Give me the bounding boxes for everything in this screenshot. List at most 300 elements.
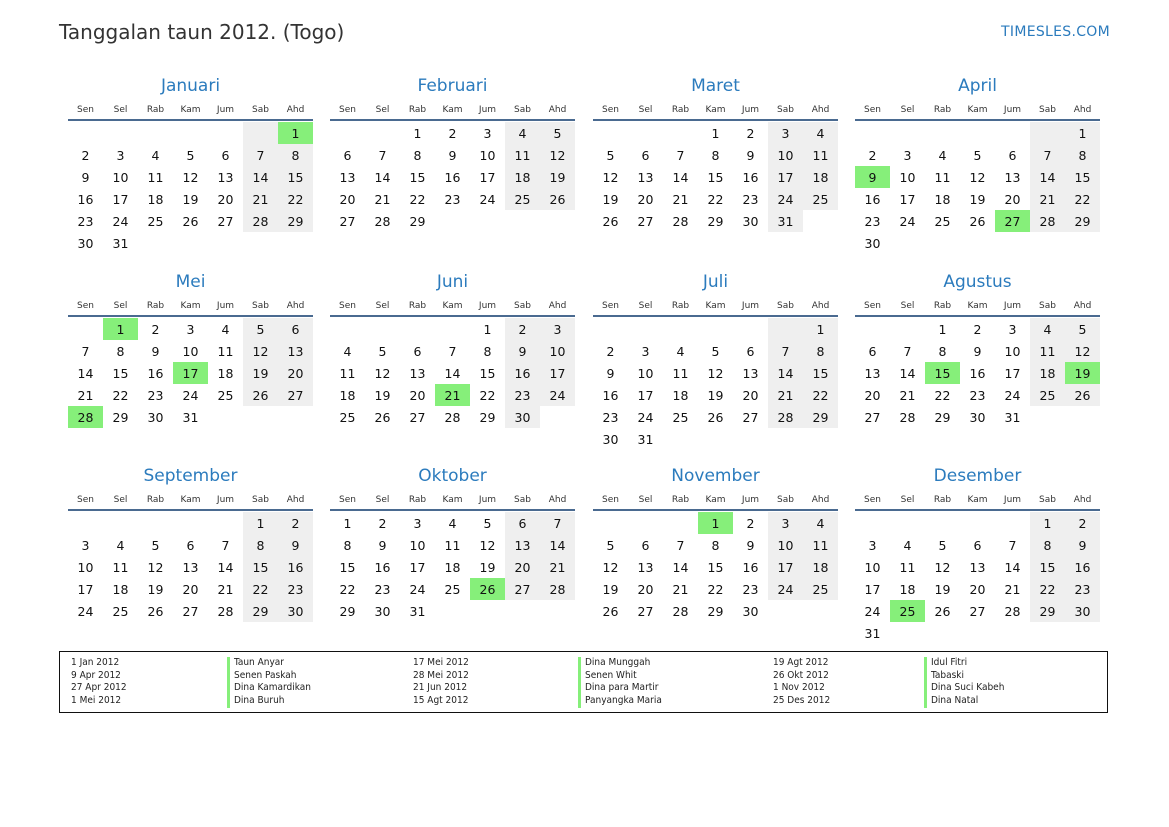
weekday-label: Kam	[967, 104, 988, 115]
month-mei	[68, 268, 313, 428]
day-cell: 29	[339, 603, 356, 619]
day-cell: 25	[934, 213, 951, 229]
day-cell: 5	[483, 515, 492, 531]
day-cell: 18	[672, 387, 689, 403]
empty-cell	[593, 122, 628, 144]
holiday-name: Senen Paskah	[234, 669, 297, 681]
day-cell: 26	[243, 384, 278, 406]
month-name: Agustus	[943, 272, 1012, 292]
day-cell: 4	[151, 147, 160, 163]
weekday-label: Jum	[478, 494, 497, 505]
day-cell: 6	[186, 537, 195, 553]
weekday-label: Kam	[442, 104, 463, 115]
day-cell: 27	[637, 603, 654, 619]
day-cell: 17	[409, 559, 426, 575]
day-cell: 3	[413, 515, 422, 531]
weekday-label: Sel	[900, 300, 915, 311]
day-cell: 24	[479, 191, 496, 207]
day-cell: 16	[602, 387, 619, 403]
holiday-day: 19	[1065, 362, 1100, 384]
day-cell: 23	[602, 409, 619, 425]
day-cell: 12	[1065, 340, 1100, 362]
holiday-name: Dina Natal	[931, 695, 979, 707]
day-cell: 14	[243, 166, 278, 188]
day-cell: 17	[768, 166, 803, 188]
month-name: Juli	[702, 272, 729, 292]
holiday-day: 1	[278, 122, 313, 144]
day-cell: 2	[505, 318, 540, 340]
empty-cell	[330, 122, 365, 144]
day-cell: 6	[413, 343, 422, 359]
day-cell: 18	[339, 387, 356, 403]
day-cell: 13	[505, 534, 540, 556]
day-cell: 19	[182, 191, 199, 207]
weekday-label: Sen	[339, 300, 356, 311]
empty-cell	[663, 122, 698, 144]
empty-cell	[855, 512, 890, 534]
empty-cell	[68, 122, 103, 144]
weekday-header	[330, 100, 575, 121]
weekday-label: Rab	[933, 104, 952, 115]
weekday-label: Sab	[252, 104, 269, 115]
day-cell: 20	[864, 387, 881, 403]
weekday-label: Sel	[113, 104, 128, 115]
day-cell: 29	[243, 600, 278, 622]
day-cell: 2	[746, 515, 755, 531]
weekday-header	[330, 296, 575, 317]
weekday-label: Sab	[252, 494, 269, 505]
site-link[interactable]: TIMESLES.COM	[1001, 24, 1110, 40]
days-grid	[855, 511, 1100, 644]
empty-cell	[890, 512, 925, 534]
day-cell: 5	[243, 318, 278, 340]
day-cell: 16	[742, 559, 759, 575]
holiday-date: 25 Des 2012	[773, 695, 831, 707]
month-oktober	[330, 462, 575, 622]
weekday-label: Sen	[864, 104, 881, 115]
day-cell: 28	[374, 213, 391, 229]
holiday-name: Panyangka Maria	[585, 695, 662, 707]
day-cell: 15	[707, 169, 724, 185]
day-cell: 11	[505, 144, 540, 166]
day-cell: 15	[243, 556, 278, 578]
weekday-label: Sel	[375, 494, 390, 505]
weekday-label: Kam	[705, 300, 726, 311]
holiday-day: 28	[68, 406, 103, 428]
day-cell: 29	[934, 409, 951, 425]
day-cell: 16	[147, 365, 164, 381]
day-cell: 26	[540, 188, 575, 210]
day-cell: 24	[899, 213, 916, 229]
day-cell: 29	[409, 213, 426, 229]
weekday-label: Ahd	[548, 104, 567, 115]
day-cell: 11	[934, 169, 951, 185]
weekday-label: Ahd	[1073, 494, 1092, 505]
weekday-label: Rab	[671, 494, 690, 505]
day-cell: 26	[707, 409, 724, 425]
days-grid	[593, 511, 838, 622]
day-cell: 4	[1030, 318, 1065, 340]
holiday-dates-column	[773, 657, 923, 708]
days-grid	[330, 121, 575, 232]
day-cell: 8	[711, 537, 720, 553]
day-cell: 17	[864, 581, 881, 597]
day-cell: 3	[540, 318, 575, 340]
day-cell: 14	[672, 169, 689, 185]
weekday-label: Rab	[146, 104, 165, 115]
holiday-day: 15	[925, 362, 960, 384]
day-cell: 1	[938, 321, 947, 337]
day-cell: 2	[378, 515, 387, 531]
day-cell: 13	[637, 169, 654, 185]
day-cell: 13	[339, 169, 356, 185]
month-name: Mei	[175, 272, 206, 292]
weekday-label: Sab	[777, 494, 794, 505]
day-cell: 4	[343, 343, 352, 359]
day-cell: 30	[278, 600, 313, 622]
day-cell: 12	[602, 559, 619, 575]
month-maret	[593, 72, 838, 232]
day-cell: 27	[505, 578, 540, 600]
weekday-label: Jum	[216, 494, 235, 505]
weekday-label: Jum	[741, 104, 760, 115]
day-cell: 15	[112, 365, 129, 381]
day-cell: 17	[637, 387, 654, 403]
empty-cell	[628, 122, 663, 144]
day-cell: 28	[768, 406, 803, 428]
day-cell: 7	[676, 537, 685, 553]
day-cell: 24	[77, 603, 94, 619]
weekday-label: Jum	[216, 300, 235, 311]
weekday-label: Kam	[705, 104, 726, 115]
weekday-label: Rab	[671, 300, 690, 311]
holiday-list	[59, 651, 1108, 713]
holiday-date: 21 Jun 2012	[413, 682, 468, 694]
day-cell: 22	[934, 387, 951, 403]
month-april	[855, 72, 1100, 254]
weekday-header	[330, 490, 575, 511]
day-cell: 28	[540, 578, 575, 600]
day-cell: 8	[413, 147, 422, 163]
weekday-header	[68, 296, 313, 317]
day-cell: 10	[637, 365, 654, 381]
empty-cell	[208, 512, 243, 534]
weekday-label: Sel	[638, 494, 653, 505]
days-grid	[855, 317, 1100, 428]
month-juni	[330, 268, 575, 428]
day-cell: 10	[768, 534, 803, 556]
weekday-label: Sel	[113, 494, 128, 505]
month-januari	[68, 72, 313, 254]
day-cell: 14	[1030, 166, 1065, 188]
day-cell: 23	[505, 384, 540, 406]
empty-cell	[925, 122, 960, 144]
weekday-label: Kam	[180, 104, 201, 115]
day-cell: 16	[278, 556, 313, 578]
day-cell: 20	[409, 387, 426, 403]
day-cell: 24	[182, 387, 199, 403]
weekday-label: Sab	[514, 494, 531, 505]
day-cell: 9	[151, 343, 160, 359]
day-cell: 5	[606, 537, 615, 553]
month-name: Maret	[691, 76, 740, 96]
day-cell: 2	[606, 343, 615, 359]
day-cell: 20	[637, 581, 654, 597]
day-cell: 31	[1004, 409, 1021, 425]
day-cell: 7	[768, 340, 803, 362]
day-cell: 28	[672, 603, 689, 619]
day-cell: 5	[606, 147, 615, 163]
days-grid	[68, 511, 313, 622]
weekday-header	[68, 100, 313, 121]
weekday-header	[855, 490, 1100, 511]
day-cell: 30	[742, 603, 759, 619]
weekday-header	[68, 490, 313, 511]
day-cell: 27	[409, 409, 426, 425]
day-cell: 3	[868, 537, 877, 553]
day-cell: 12	[707, 365, 724, 381]
day-cell: 18	[217, 365, 234, 381]
day-cell: 11	[899, 559, 916, 575]
day-cell: 21	[243, 188, 278, 210]
day-cell: 19	[602, 581, 619, 597]
weekday-label: Rab	[933, 494, 952, 505]
holiday-name: Idul Fitri	[931, 657, 968, 668]
day-cell: 22	[278, 188, 313, 210]
day-cell: 24	[864, 603, 881, 619]
day-cell: 21	[899, 387, 916, 403]
day-cell: 30	[602, 431, 619, 447]
weekday-label: Sen	[864, 494, 881, 505]
weekday-label: Jum	[1003, 300, 1022, 311]
day-cell: 23	[77, 213, 94, 229]
weekday-label: Ahd	[286, 104, 305, 115]
day-cell: 21	[540, 556, 575, 578]
holiday-name: Dina Kamardikan	[234, 682, 311, 694]
holiday-date: 1 Mei 2012	[71, 695, 122, 707]
day-cell: 9	[606, 365, 615, 381]
day-cell: 29	[479, 409, 496, 425]
weekday-header	[593, 100, 838, 121]
holiday-day: 9	[855, 166, 890, 188]
day-cell: 7	[903, 343, 912, 359]
holiday-names-column	[924, 657, 1004, 708]
day-cell: 25	[672, 409, 689, 425]
day-cell: 25	[1030, 384, 1065, 406]
weekday-label: Sel	[638, 300, 653, 311]
day-cell: 23	[444, 191, 461, 207]
day-cell: 2	[151, 321, 160, 337]
empty-cell	[768, 318, 803, 340]
empty-cell	[960, 122, 995, 144]
weekday-label: Ahd	[811, 494, 830, 505]
day-cell: 27	[182, 603, 199, 619]
day-cell: 12	[602, 169, 619, 185]
day-cell: 25	[217, 387, 234, 403]
day-cell: 22	[243, 578, 278, 600]
day-cell: 15	[278, 166, 313, 188]
day-cell: 7	[221, 537, 230, 553]
weekday-label: Sel	[375, 104, 390, 115]
day-cell: 5	[973, 147, 982, 163]
day-cell: 10	[864, 559, 881, 575]
weekday-label: Sel	[900, 494, 915, 505]
day-cell: 31	[409, 603, 426, 619]
month-name: November	[671, 466, 760, 486]
empty-cell	[103, 512, 138, 534]
day-cell: 22	[707, 581, 724, 597]
month-name: April	[958, 76, 997, 96]
weekday-label: Rab	[408, 300, 427, 311]
day-cell: 28	[672, 213, 689, 229]
day-cell: 22	[707, 191, 724, 207]
day-cell: 11	[1030, 340, 1065, 362]
day-cell: 8	[278, 144, 313, 166]
weekday-label: Ahd	[811, 104, 830, 115]
day-cell: 12	[374, 365, 391, 381]
day-cell: 4	[116, 537, 125, 553]
day-cell: 2	[746, 125, 755, 141]
day-cell: 2	[1065, 512, 1100, 534]
day-cell: 8	[343, 537, 352, 553]
day-cell: 7	[243, 144, 278, 166]
day-cell: 12	[147, 559, 164, 575]
day-cell: 18	[1030, 362, 1065, 384]
day-cell: 6	[746, 343, 755, 359]
weekday-label: Jum	[478, 300, 497, 311]
day-cell: 13	[217, 169, 234, 185]
day-cell: 28	[217, 603, 234, 619]
day-cell: 9	[746, 537, 755, 553]
day-cell: 9	[378, 537, 387, 553]
holiday-date: 27 Apr 2012	[71, 682, 127, 694]
days-grid	[855, 121, 1100, 254]
day-cell: 30	[864, 235, 881, 251]
day-cell: 3	[768, 512, 803, 534]
day-cell: 29	[707, 213, 724, 229]
day-cell: 13	[864, 365, 881, 381]
weekday-label: Rab	[146, 494, 165, 505]
day-cell: 24	[540, 384, 575, 406]
day-cell: 13	[409, 365, 426, 381]
day-cell: 9	[1065, 534, 1100, 556]
day-cell: 5	[1065, 318, 1100, 340]
day-cell: 14	[217, 559, 234, 575]
day-cell: 5	[151, 537, 160, 553]
empty-cell	[698, 318, 733, 340]
day-cell: 9	[278, 534, 313, 556]
day-cell: 13	[742, 365, 759, 381]
day-cell: 12	[182, 169, 199, 185]
day-cell: 29	[112, 409, 129, 425]
weekday-label: Sel	[638, 104, 653, 115]
day-cell: 3	[768, 122, 803, 144]
day-cell: 23	[374, 581, 391, 597]
day-cell: 10	[112, 169, 129, 185]
day-cell: 24	[768, 188, 803, 210]
weekday-label: Sab	[252, 300, 269, 311]
day-cell: 23	[864, 213, 881, 229]
holiday-name: Dina para Martir	[585, 682, 659, 694]
day-cell: 25	[147, 213, 164, 229]
weekday-label: Ahd	[811, 300, 830, 311]
day-cell: 20	[182, 581, 199, 597]
day-cell: 13	[969, 559, 986, 575]
month-name: September	[143, 466, 238, 486]
day-cell: 8	[938, 343, 947, 359]
day-cell: 21	[672, 581, 689, 597]
day-cell: 30	[969, 409, 986, 425]
weekday-label: Kam	[180, 300, 201, 311]
day-cell: 17	[768, 556, 803, 578]
day-cell: 22	[803, 384, 838, 406]
weekday-label: Kam	[967, 494, 988, 505]
holiday-name: Dina Suci Kabeh	[931, 682, 1005, 694]
day-cell: 11	[803, 534, 838, 556]
day-cell: 25	[803, 188, 838, 210]
empty-cell	[435, 318, 470, 340]
day-cell: 2	[448, 125, 457, 141]
day-cell: 19	[707, 387, 724, 403]
weekday-label: Sab	[514, 300, 531, 311]
weekday-label: Rab	[408, 494, 427, 505]
day-cell: 17	[479, 169, 496, 185]
day-cell: 2	[973, 321, 982, 337]
empty-cell	[593, 512, 628, 534]
empty-cell	[68, 512, 103, 534]
day-cell: 6	[641, 147, 650, 163]
day-cell: 18	[112, 581, 129, 597]
day-cell: 20	[217, 191, 234, 207]
weekday-label: Sab	[1039, 300, 1056, 311]
holiday-date: 9 Apr 2012	[71, 669, 121, 681]
weekday-label: Jum	[741, 494, 760, 505]
day-cell: 3	[903, 147, 912, 163]
empty-cell	[365, 318, 400, 340]
day-cell: 19	[243, 362, 278, 384]
day-cell: 15	[707, 559, 724, 575]
day-cell: 29	[803, 406, 838, 428]
empty-cell	[733, 318, 768, 340]
empty-cell	[138, 122, 173, 144]
day-cell: 20	[339, 191, 356, 207]
day-cell: 5	[938, 537, 947, 553]
day-cell: 10	[409, 537, 426, 553]
day-cell: 28	[899, 409, 916, 425]
empty-cell	[995, 512, 1030, 534]
day-cell: 7	[676, 147, 685, 163]
day-cell: 9	[973, 343, 982, 359]
day-cell: 30	[77, 235, 94, 251]
day-cell: 15	[479, 365, 496, 381]
day-cell: 16	[742, 169, 759, 185]
day-cell: 15	[409, 169, 426, 185]
empty-cell	[995, 122, 1030, 144]
day-cell: 16	[77, 191, 94, 207]
day-cell: 16	[505, 362, 540, 384]
holiday-day: 27	[995, 210, 1030, 232]
weekday-label: Ahd	[286, 494, 305, 505]
weekday-label: Sen	[602, 300, 619, 311]
day-cell: 19	[147, 581, 164, 597]
weekday-label: Jum	[1003, 104, 1022, 115]
day-cell: 6	[343, 147, 352, 163]
weekday-label: Ahd	[286, 300, 305, 311]
day-cell: 4	[903, 537, 912, 553]
weekday-label: Ahd	[548, 300, 567, 311]
weekday-label: Sab	[1039, 104, 1056, 115]
day-cell: 11	[803, 144, 838, 166]
